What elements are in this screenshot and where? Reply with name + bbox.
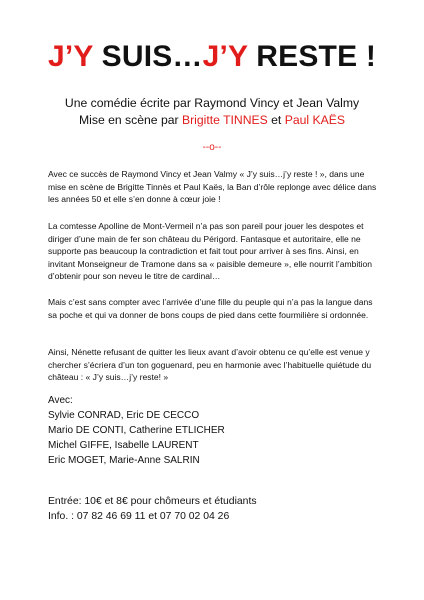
title-black-part-2: RESTE !: [247, 40, 377, 73]
separator: --o--: [202, 142, 222, 153]
authors-line: Une comédie écrite par Raymond Vincy et Jean Valmy: [64, 96, 360, 110]
cast-line: Michel GIFFE, Isabelle LAURENT: [48, 440, 199, 451]
director-name-2: Paul KAËS: [284, 113, 345, 127]
paragraph-plot: La comtesse Apolline de Mont-Vermeil n’a pas son pareil pour jouer les despotes et diriger d’une main de fer son château du Périgord. Fantasque et autoritaire, elle ne supporte pas beaucoup la contradiction et fait tout pour arriver à ses fins. Ainsi, en invitant Monseigneur de Tramone dans sa « paisible demeure », elle nourrit l’ambition d’obtenir pour son neveu le titre de cardinal…: [48, 221, 373, 282]
cast-line: Sylvie CONRAD, Eric DE CECCO: [48, 410, 200, 421]
paragraph-ending: Ainsi, Nénette refusant de quitter les lieux avant d’avoir obtenu ce qu’elle est venue y chercher s’écriera d’un ton goguenard, peu en harmonie avec l’habituelle quiétude du château : « J’y suis…j’y reste! »: [48, 347, 372, 383]
title-red-part-1: J’Y: [47, 40, 94, 73]
paragraph-twist: Mais c’est sans compter avec l’arrivée d’une fille du peuple qui n’a pas la langue dans sa poche et qui va donner de bons coups de pied dans cette fourmilière si ordonnée.: [48, 297, 373, 320]
directors-prefix: Mise en scène par: [78, 113, 182, 127]
cast-label: Avec:: [48, 395, 73, 406]
cast-line: Eric MOGET, Marie-Anne SALRIN: [48, 455, 200, 466]
entry-price: Entrée: 10€ et 8€ pour chômeurs et étudiants: [48, 496, 257, 507]
directors-connector: et: [267, 113, 285, 127]
directors-line: [0, 113, 424, 127]
paragraph-intro: Avec ce succès de Raymond Vincy et Jean Valmy « J’y suis…j’y reste ! », dans une mise en scène de Brigitte Tinnès et Paul Kaës, la Ban d’rôle replonge avec délice dans les années 50 et elle s’en donne à cœur joie !: [48, 169, 377, 205]
title-black-part-1: SUIS…: [93, 40, 203, 73]
title-red-part-2: J’Y: [202, 40, 248, 73]
cast-line: Mario DE CONTI, Catherine ETLICHER: [48, 425, 225, 436]
info-phone: Info. : 07 82 46 69 11 et 07 70 02 04 26: [48, 511, 230, 522]
poster-title: [0, 40, 424, 74]
director-name-1: Brigitte TINNES: [181, 113, 268, 127]
